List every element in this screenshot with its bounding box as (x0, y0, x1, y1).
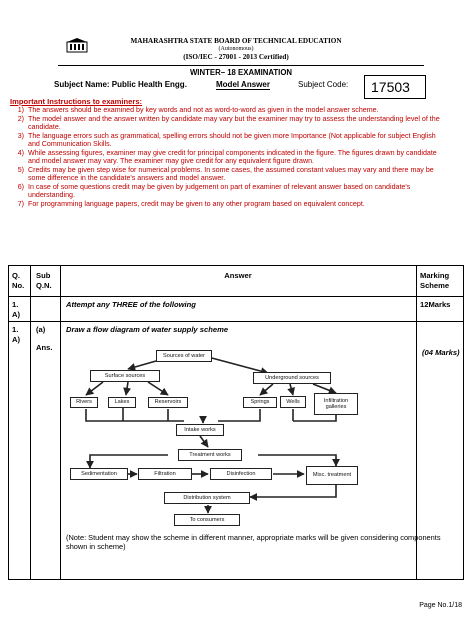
water-supply-flow-diagram (68, 347, 374, 529)
subject-code-box: 17503 (364, 75, 426, 99)
box-reservoirs: Reservoirs (148, 397, 188, 408)
box-infiltration-galleries: Infiltration galleries (314, 393, 358, 415)
row1-answer: Attempt any THREE of the following (66, 300, 196, 309)
box-rivers: Rivers (70, 397, 98, 408)
model-answer-label: Model Answer (216, 80, 270, 89)
box-misc-treatment: Misc. treatment (306, 466, 358, 485)
subject-name: Subject Name: Public Health Engg. (54, 80, 187, 89)
table-border-bottom (8, 579, 464, 580)
certification-label: (ISO/IEC - 27001 - 2013 Certified) (183, 53, 289, 61)
box-to-consumers: To consumers (174, 514, 240, 526)
box-distribution-system: Distribution system (164, 492, 250, 504)
box-springs: Springs (243, 397, 277, 408)
table-border-left (8, 265, 9, 580)
row2-marks: (04 Marks) (422, 348, 460, 357)
instruction-item: 1) The answers should be examined by key words and not as word-to-word as given in the model answer scheme. (17, 106, 379, 114)
box-underground-sources: Underground sources (253, 372, 331, 384)
instructions-title: Important Instructions to examiners: (10, 97, 143, 106)
msbte-logo-icon (66, 38, 88, 54)
box-sedimentation: Sedimentation (70, 468, 128, 480)
autonomous-label: (Autonomous) (218, 46, 254, 52)
box-disinfection: Disinfection (210, 468, 272, 480)
table-row-divider (8, 321, 464, 322)
subject-code-label: Subject Code: (298, 80, 349, 89)
header-marking-scheme: Marking Scheme (420, 271, 450, 290)
table-border-right (463, 265, 464, 580)
box-sources-of-water: Sources of water (156, 350, 212, 362)
scheme-note: (Note: Student may show the scheme in different manner, appropriate marks will be given considering components shown in scheme) (66, 533, 441, 551)
header-q-no: Q. No. (12, 271, 25, 290)
box-filtration: Filtration (138, 468, 192, 480)
instruction-item: 5) Credits may be given step wise for numerical problems. In some cases, the assumed constant values may vary and there may be some difference in the candidate's answers and model answer. (17, 165, 434, 182)
instruction-item: 2) The model answer and the answer written by candidate may vary but the examiner may try to assess the understanding level of the candidate. (17, 114, 440, 131)
page-number: Page No.1/18 (419, 602, 462, 609)
answer-table (8, 265, 464, 580)
row2-sub-qn: (a) (36, 325, 46, 334)
instruction-item: 7) For programming language papers, credit may be given to any other program based on equivalent concept. (17, 199, 365, 208)
table-header-divider (8, 296, 464, 297)
board-header (116, 37, 356, 62)
instruction-item: 3) The language errors such as grammatical, spelling errors should not be given more Importance (Not applicable for subject English and Communication Skills. (17, 131, 436, 148)
header-sub-qn: Sub Q.N. (36, 271, 52, 290)
instructions-list (10, 106, 440, 208)
header-answer: Answer (224, 271, 252, 280)
box-treatment-works: Treatment works (178, 449, 242, 461)
box-intake-works: Intake works (176, 424, 224, 436)
table-col-divider (60, 265, 61, 580)
header-rule (58, 65, 424, 66)
exam-title: WINTER– 18 EXAMINATION (189, 68, 293, 77)
table-border-top (8, 265, 464, 266)
box-lakes: Lakes (108, 397, 136, 408)
row1-marks: 12Marks (420, 300, 451, 309)
row2-ans-label: Ans. (36, 343, 53, 352)
instruction-item: 4) While assessing figures, examiner may give credit for principal components indicated in the figure. The figures drawn by candidate and model answer may vary. The examiner may give credit for any equivalent figure drawn. (17, 148, 437, 165)
table-col-divider (30, 265, 31, 580)
row2-q-no: 1. A) (12, 325, 21, 344)
box-surface-sources: Surface sources (90, 370, 160, 382)
row1-q-no: 1. A) (12, 300, 21, 319)
board-name: MAHARASHTRA STATE BOARD OF TECHNICAL EDUCATION (130, 37, 342, 45)
instruction-item: 6) In case of some questions credit may be given by judgement on part of examiner of relevant answer based on candidate's understanding. (17, 182, 411, 199)
box-wells: Wells (280, 396, 306, 408)
row2-question: Draw a flow diagram of water supply scheme (66, 325, 229, 334)
